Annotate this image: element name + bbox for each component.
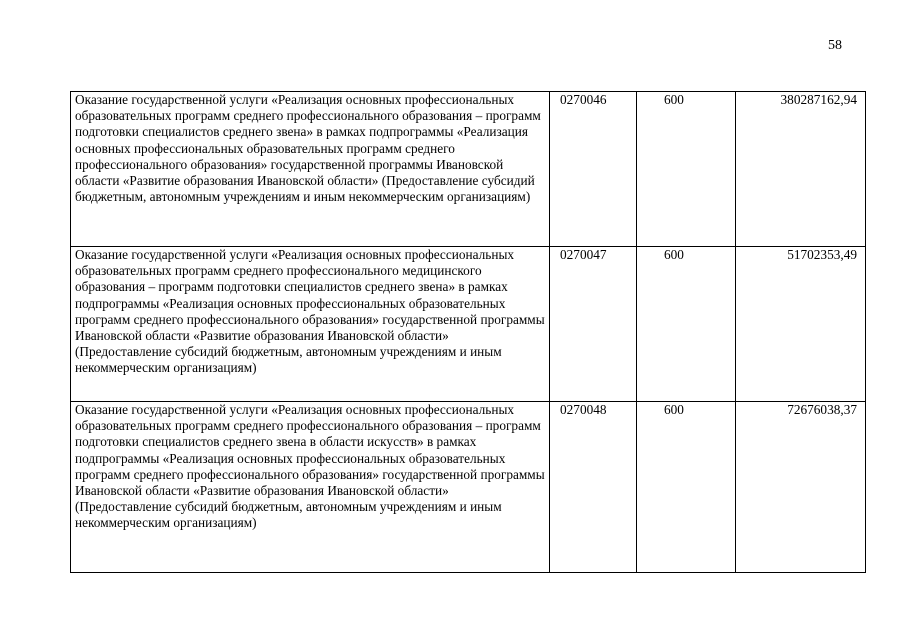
amount-cell: 72676038,37 <box>736 402 866 573</box>
table-row <box>71 247 866 402</box>
target-code-cell: 0270046 <box>550 92 637 247</box>
target-code-cell: 0270048 <box>550 402 637 573</box>
expense-type-cell: 600 <box>637 92 736 247</box>
table-row <box>71 92 866 247</box>
expense-type-cell: 600 <box>637 402 736 573</box>
expense-type-cell: 600 <box>637 247 736 402</box>
amount-cell: 380287162,94 <box>736 92 866 247</box>
budget-table <box>70 91 866 573</box>
amount-cell: 51702353,49 <box>736 247 866 402</box>
table-row <box>71 402 866 573</box>
description-cell: Оказание государственной услуги «Реализация основных профессиональных образовательных программ среднего профессионального образования – программ подготовки специалистов среднего звена в области искусств» в рамках подпрограммы «Реализация основных профессиональных образовательных программ среднего профессионального образования» государственной программы Ивановской области «Развитие образования Ивановской области» (Предоставление субсидий бюджетным, автономным учреждениям и иным некоммерческим организациям) <box>71 402 550 573</box>
description-cell: Оказание государственной услуги «Реализация основных профессиональных образовательных программ среднего профессионального медицинского образования – программ подготовки специалистов среднего звена» в рамках подпрограммы «Реализация основных профессиональных образовательных программ среднего профессионального образования» государственной программы Ивановской области «Развитие образования Ивановской области» (Предоставление субсидий бюджетным, автономным учреждениям и иным некоммерческим организациям) <box>71 247 550 402</box>
page-number: 58 <box>828 38 842 53</box>
target-code-cell: 0270047 <box>550 247 637 402</box>
description-cell: Оказание государственной услуги «Реализация основных профессиональных образовательных программ среднего профессионального образования – программ подготовки специалистов среднего звена» в рамках подпрограммы «Реализация основных профессиональных образовательных программ среднего профессионального образования» государственной программы Ивановской области «Развитие образования Ивановской области» (Предоставление субсидий бюджетным, автономным учреждениям и иным некоммерческим организациям) <box>71 92 550 247</box>
